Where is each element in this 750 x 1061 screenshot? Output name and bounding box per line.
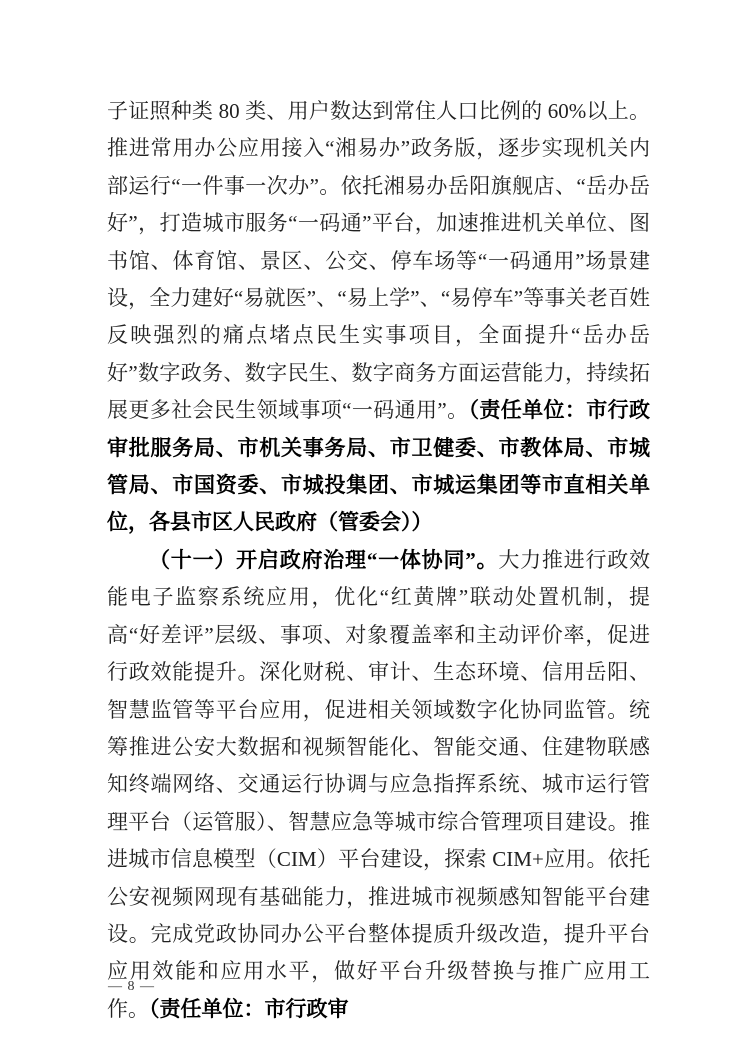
paragraph xyxy=(107,93,650,542)
body-text: 子证照种类 80 类、用户数达到常住人口比例的 60%以上。推进常用办公应用接入“湘易办”政务版，逐步实现机关内部运行“一件事一次办”。依托湘易办岳阳旗舰店、“岳办岳好”，打造城市服务“一码通”平台，加速推进机关单位、图书馆、体育馆、景区、公交、停车场等“一码通用”场景建设，全力建好“易就医”、“易上学”、“易停车”等事关老百姓反映强烈的痛点堵点民生实事项目，全面提升“岳办岳好”数字政务、数字民生、数字商务方面运营能力，持续拓展更多社会民生领域事项“一码通用”。 xyxy=(107,99,650,423)
paragraph xyxy=(107,542,650,1028)
emphasis-text: （责任单位：市行政审 xyxy=(149,996,349,1021)
document-body xyxy=(107,93,650,1028)
emphasis-text: （十一）开启政府治理“一体协同”。 xyxy=(149,547,499,572)
page-number: — 8 — xyxy=(108,979,155,994)
body-text: 大力推进行政效能电子监察系统应用，优化“红黄牌”联动处置机制，提高“好差评”层级、事项、对象覆盖率和主动评价率，促进行政效能提升。深化财税、审计、生态环境、信用岳阳、智慧监管等平台应用，促进相关领域数字化协同监管。统筹推进公安大数据和视频智能化、智能交通、住建物联感知终端网络、交通运行协调与应急指挥系统、城市运行管理平台（运管服）、智慧应急等城市综合管理项目建设。推进城市信息模型（CIM）平台建设，探索 CIM+应用。依托公安视频网现有基础能力，推进城市视频感知智能平台建设。完成党政协同办公平台整体提质升级改造，提升平台应用效能和应用水平，做好平台升级替换与推广应用工作。 xyxy=(107,547,651,1021)
emphasis-text: （责任单位：市行政审批服务局、市机关事务局、市卫健委、市教体局、市城管局、市国资委、市城投集团、市城运集团等市直相关单位，各县市区人民政府（管委会）） xyxy=(107,398,651,535)
